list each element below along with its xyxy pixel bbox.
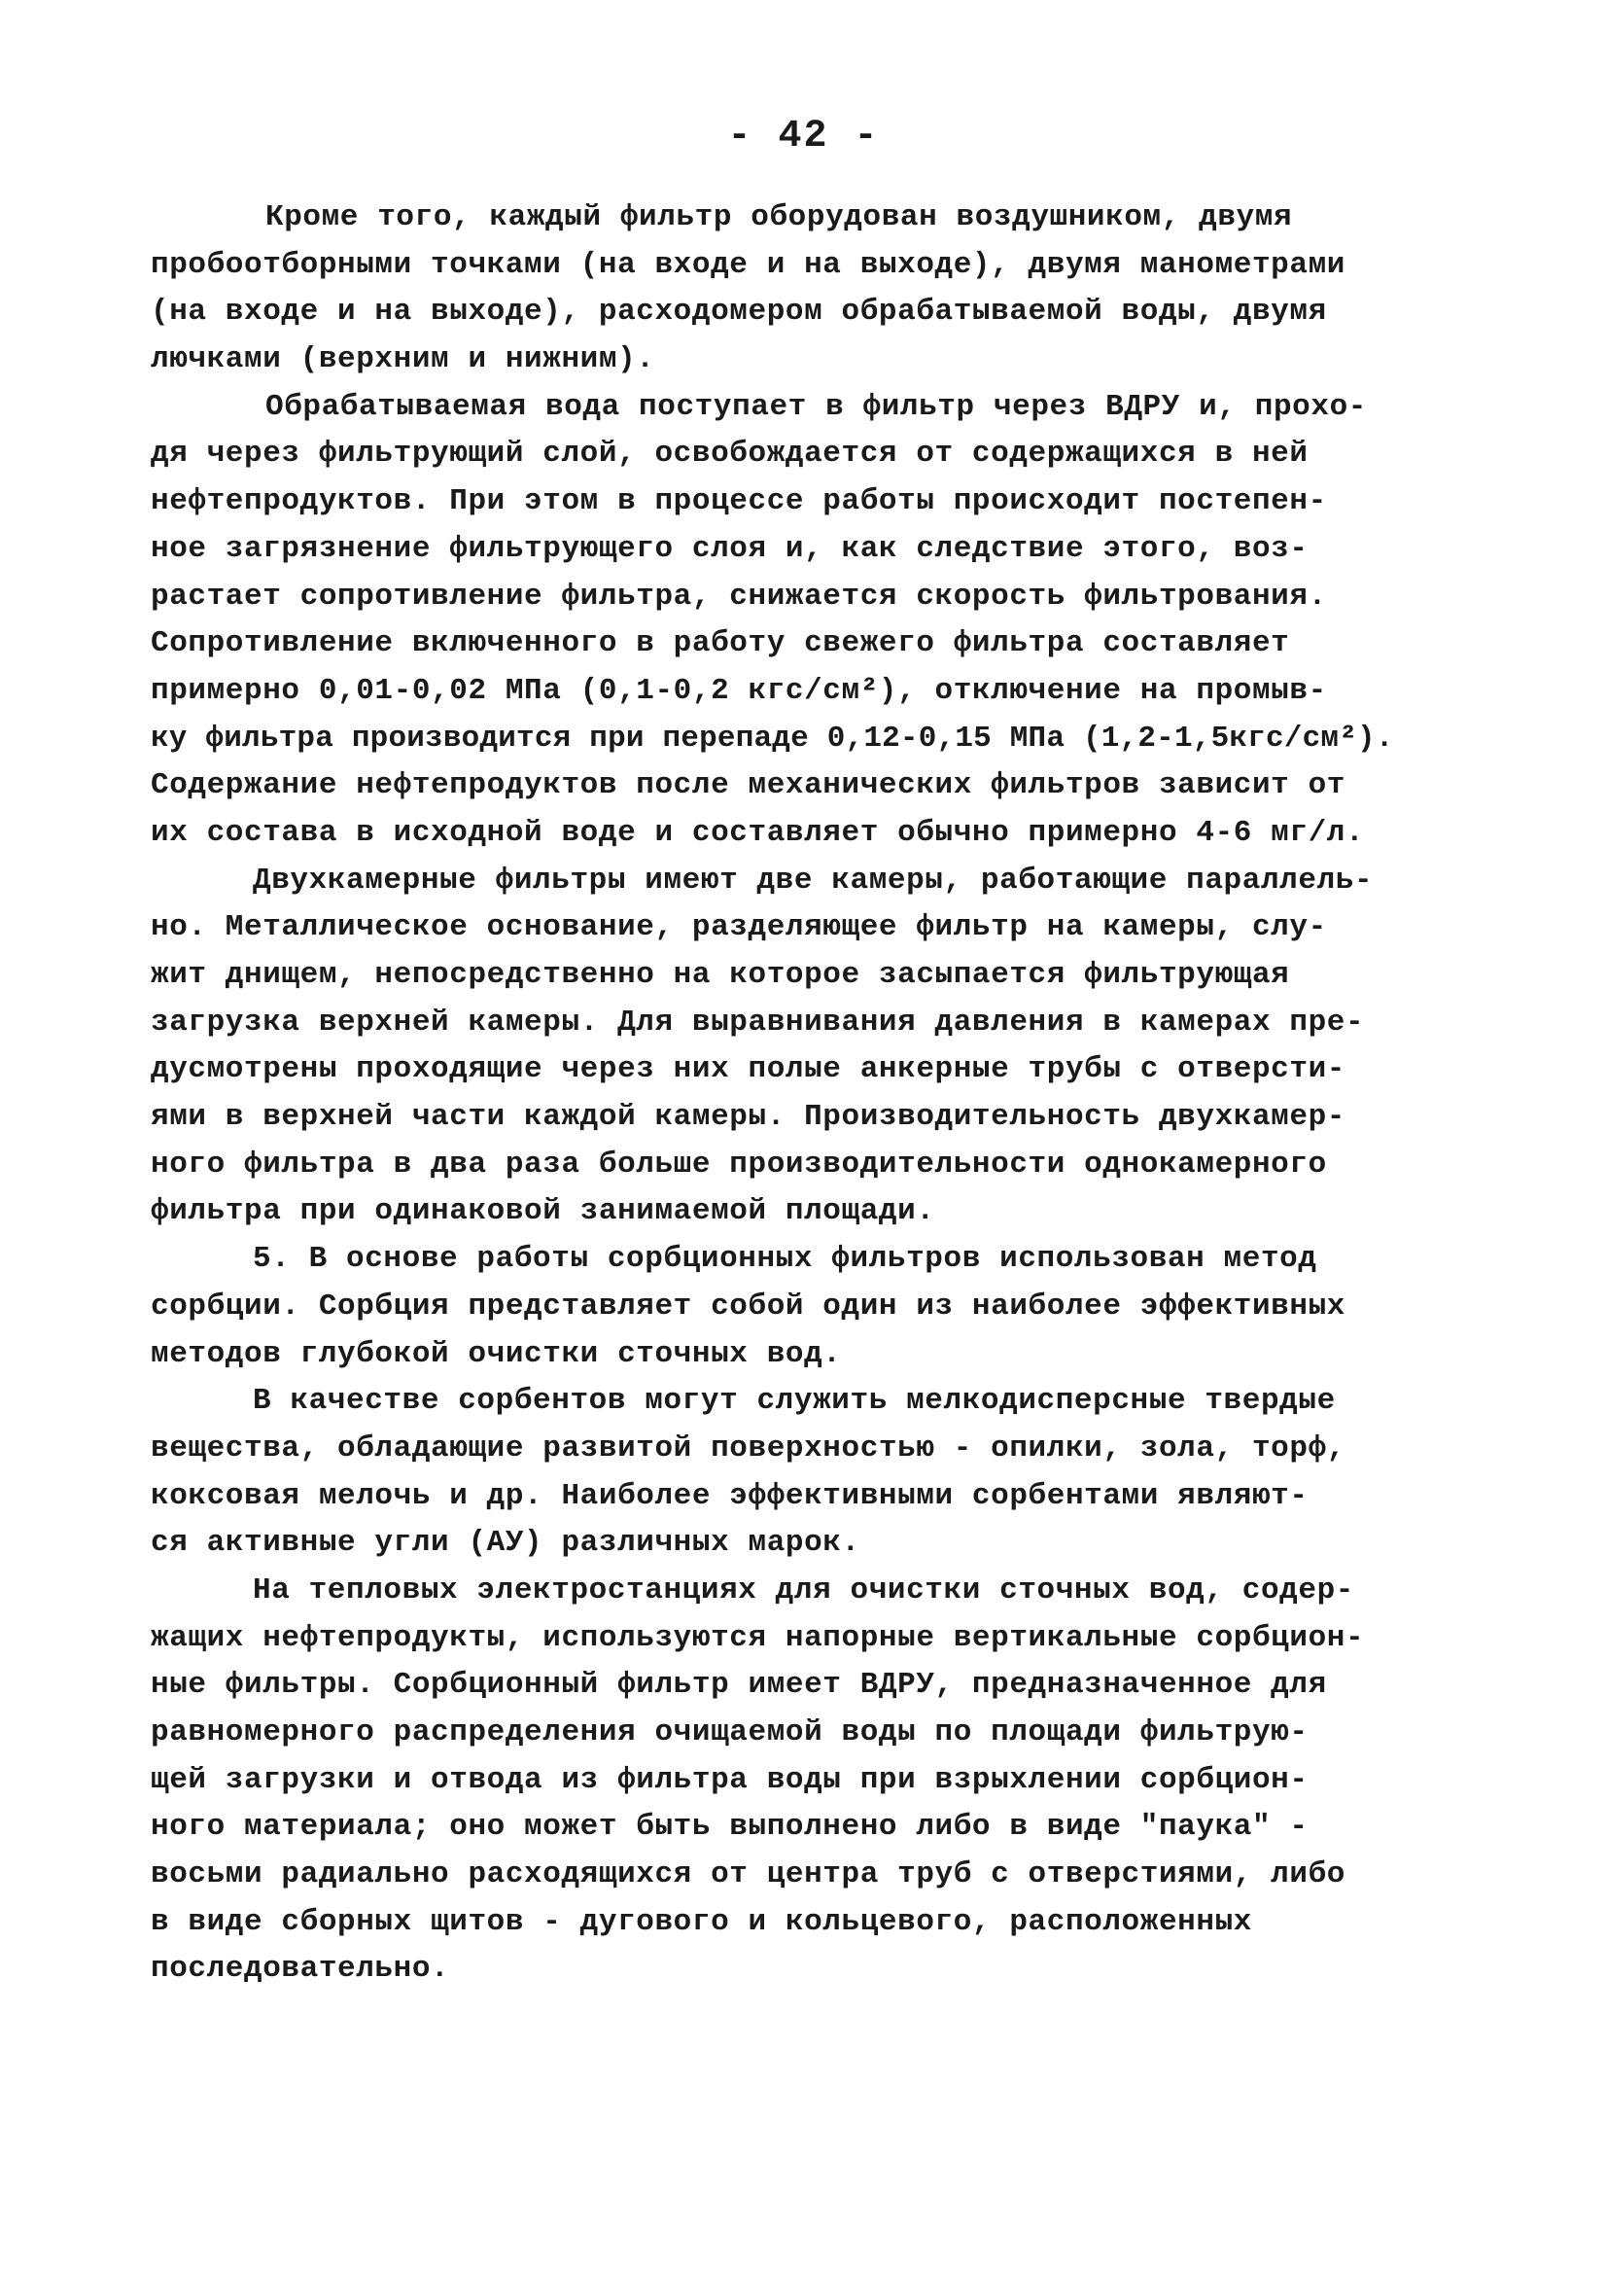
text-line: ями в верхней части каждой камеры. Производительность двухкамер- (151, 1100, 1345, 1135)
text-line: Обрабатываемая вода поступает в фильтр через ВДРУ и, прохо- (265, 389, 1367, 424)
text-line: последовательно. (151, 1952, 450, 1987)
text-line: ку фильтра производится при перепаде 0,12-0,15 МПа (1,2-1,5кгс/см²). (151, 721, 1394, 756)
text-line: (на входе и на выходе), расходомером обрабатываемой воды, двумя (151, 295, 1327, 330)
text-line: Сопротивление включенного в работу свежего фильтра составляет (151, 626, 1290, 661)
text-line: Двухкамерные фильтры имеют две камеры, работающие параллель- (253, 863, 1374, 898)
text-line: 5. В основе работы сорбционных фильтров использован метод (253, 1242, 1317, 1277)
text-line: вещества, обладающие развитой поверхностью - опилки, зола, торф, (151, 1431, 1345, 1466)
text-line: растает сопротивление фильтра, снижается скорость фильтрования. (151, 579, 1327, 614)
text-line: их состава в исходной воде и составляет обычно примерно 4-6 мг/л. (151, 815, 1365, 850)
text-line: фильтра при одинаковой занимаемой площади. (151, 1194, 935, 1229)
text-line: сорбции. Сорбция представляет собой один из наиболее эффективных (151, 1289, 1345, 1324)
page-number: - 42 - (727, 115, 880, 159)
text-line: дусмотрены проходящие через них полые анкерные трубы с отверсти- (151, 1052, 1345, 1087)
text-line: щей загрузки и отвода из фильтра воды при взрыхлении сорбцион- (151, 1762, 1309, 1797)
text-line: равномерного распределения очищаемой воды по площади фильтрую- (151, 1715, 1309, 1749)
text-line: коксовая мелочь и др. Наиболее эффективными сорбентами являют- (151, 1478, 1309, 1513)
text-line: Содержание нефтепродуктов после механических фильтров зависит от (151, 768, 1345, 803)
text-line: нефтепродуктов. При этом в процессе работы происходит постепен- (151, 484, 1327, 519)
text-line: ся активные угли (АУ) различных марок. (151, 1526, 860, 1561)
text-line: ного фильтра в два раза больше производительности однокамерного (151, 1147, 1327, 1182)
text-line: дя через фильтрующий слой, освобождается от содержащихся в ней (151, 437, 1309, 472)
text-line: ного материала; оно может быть выполнено либо в виде "паука" - (151, 1810, 1309, 1845)
text-line: На тепловых электростанциях для очистки сточных вод, содер- (253, 1572, 1354, 1607)
text-line: примерно 0,01-0,02 МПа (0,1-0,2 кгс/см²), отключение на промыв- (151, 673, 1327, 708)
text-line: пробоотборными точками (на входе и на выходе), двумя манометрами (151, 247, 1345, 282)
text-line: методов глубокой очистки сточных вод. (151, 1336, 842, 1371)
text-line: в виде сборных щитов - дугового и кольцевого, расположенных (151, 1904, 1252, 1939)
text-line: Кроме того, каждый фильтр оборудован воздушником, двумя (265, 200, 1293, 234)
text-line: восьми радиально расходящихся от центра труб с отверстиями, либо (151, 1857, 1345, 1892)
text-line: ное загрязнение фильтрующего слоя и, как следствие этого, воз- (151, 531, 1309, 566)
text-line: ные фильтры. Сорбционный фильтр имеет ВДРУ, предназначенное для (151, 1668, 1327, 1703)
text-line: но. Металлическое основание, разделяющее фильтр на камеры, слу- (151, 910, 1327, 945)
text-line: В качестве сорбентов могут служить мелкодисперсные твердые (253, 1384, 1336, 1419)
text-line: жит днищем, непосредственно на которое засыпается фильтрующая (151, 958, 1290, 992)
text-line: лючками (верхним и нижним). (151, 342, 655, 377)
text-line: жащих нефтепродукты, используются напорные вертикальные сорбцион- (151, 1620, 1365, 1655)
text-line: загрузка верхней камеры. Для выравнивания давления в камерах пре- (151, 1005, 1365, 1040)
body-text (151, 194, 1473, 1994)
